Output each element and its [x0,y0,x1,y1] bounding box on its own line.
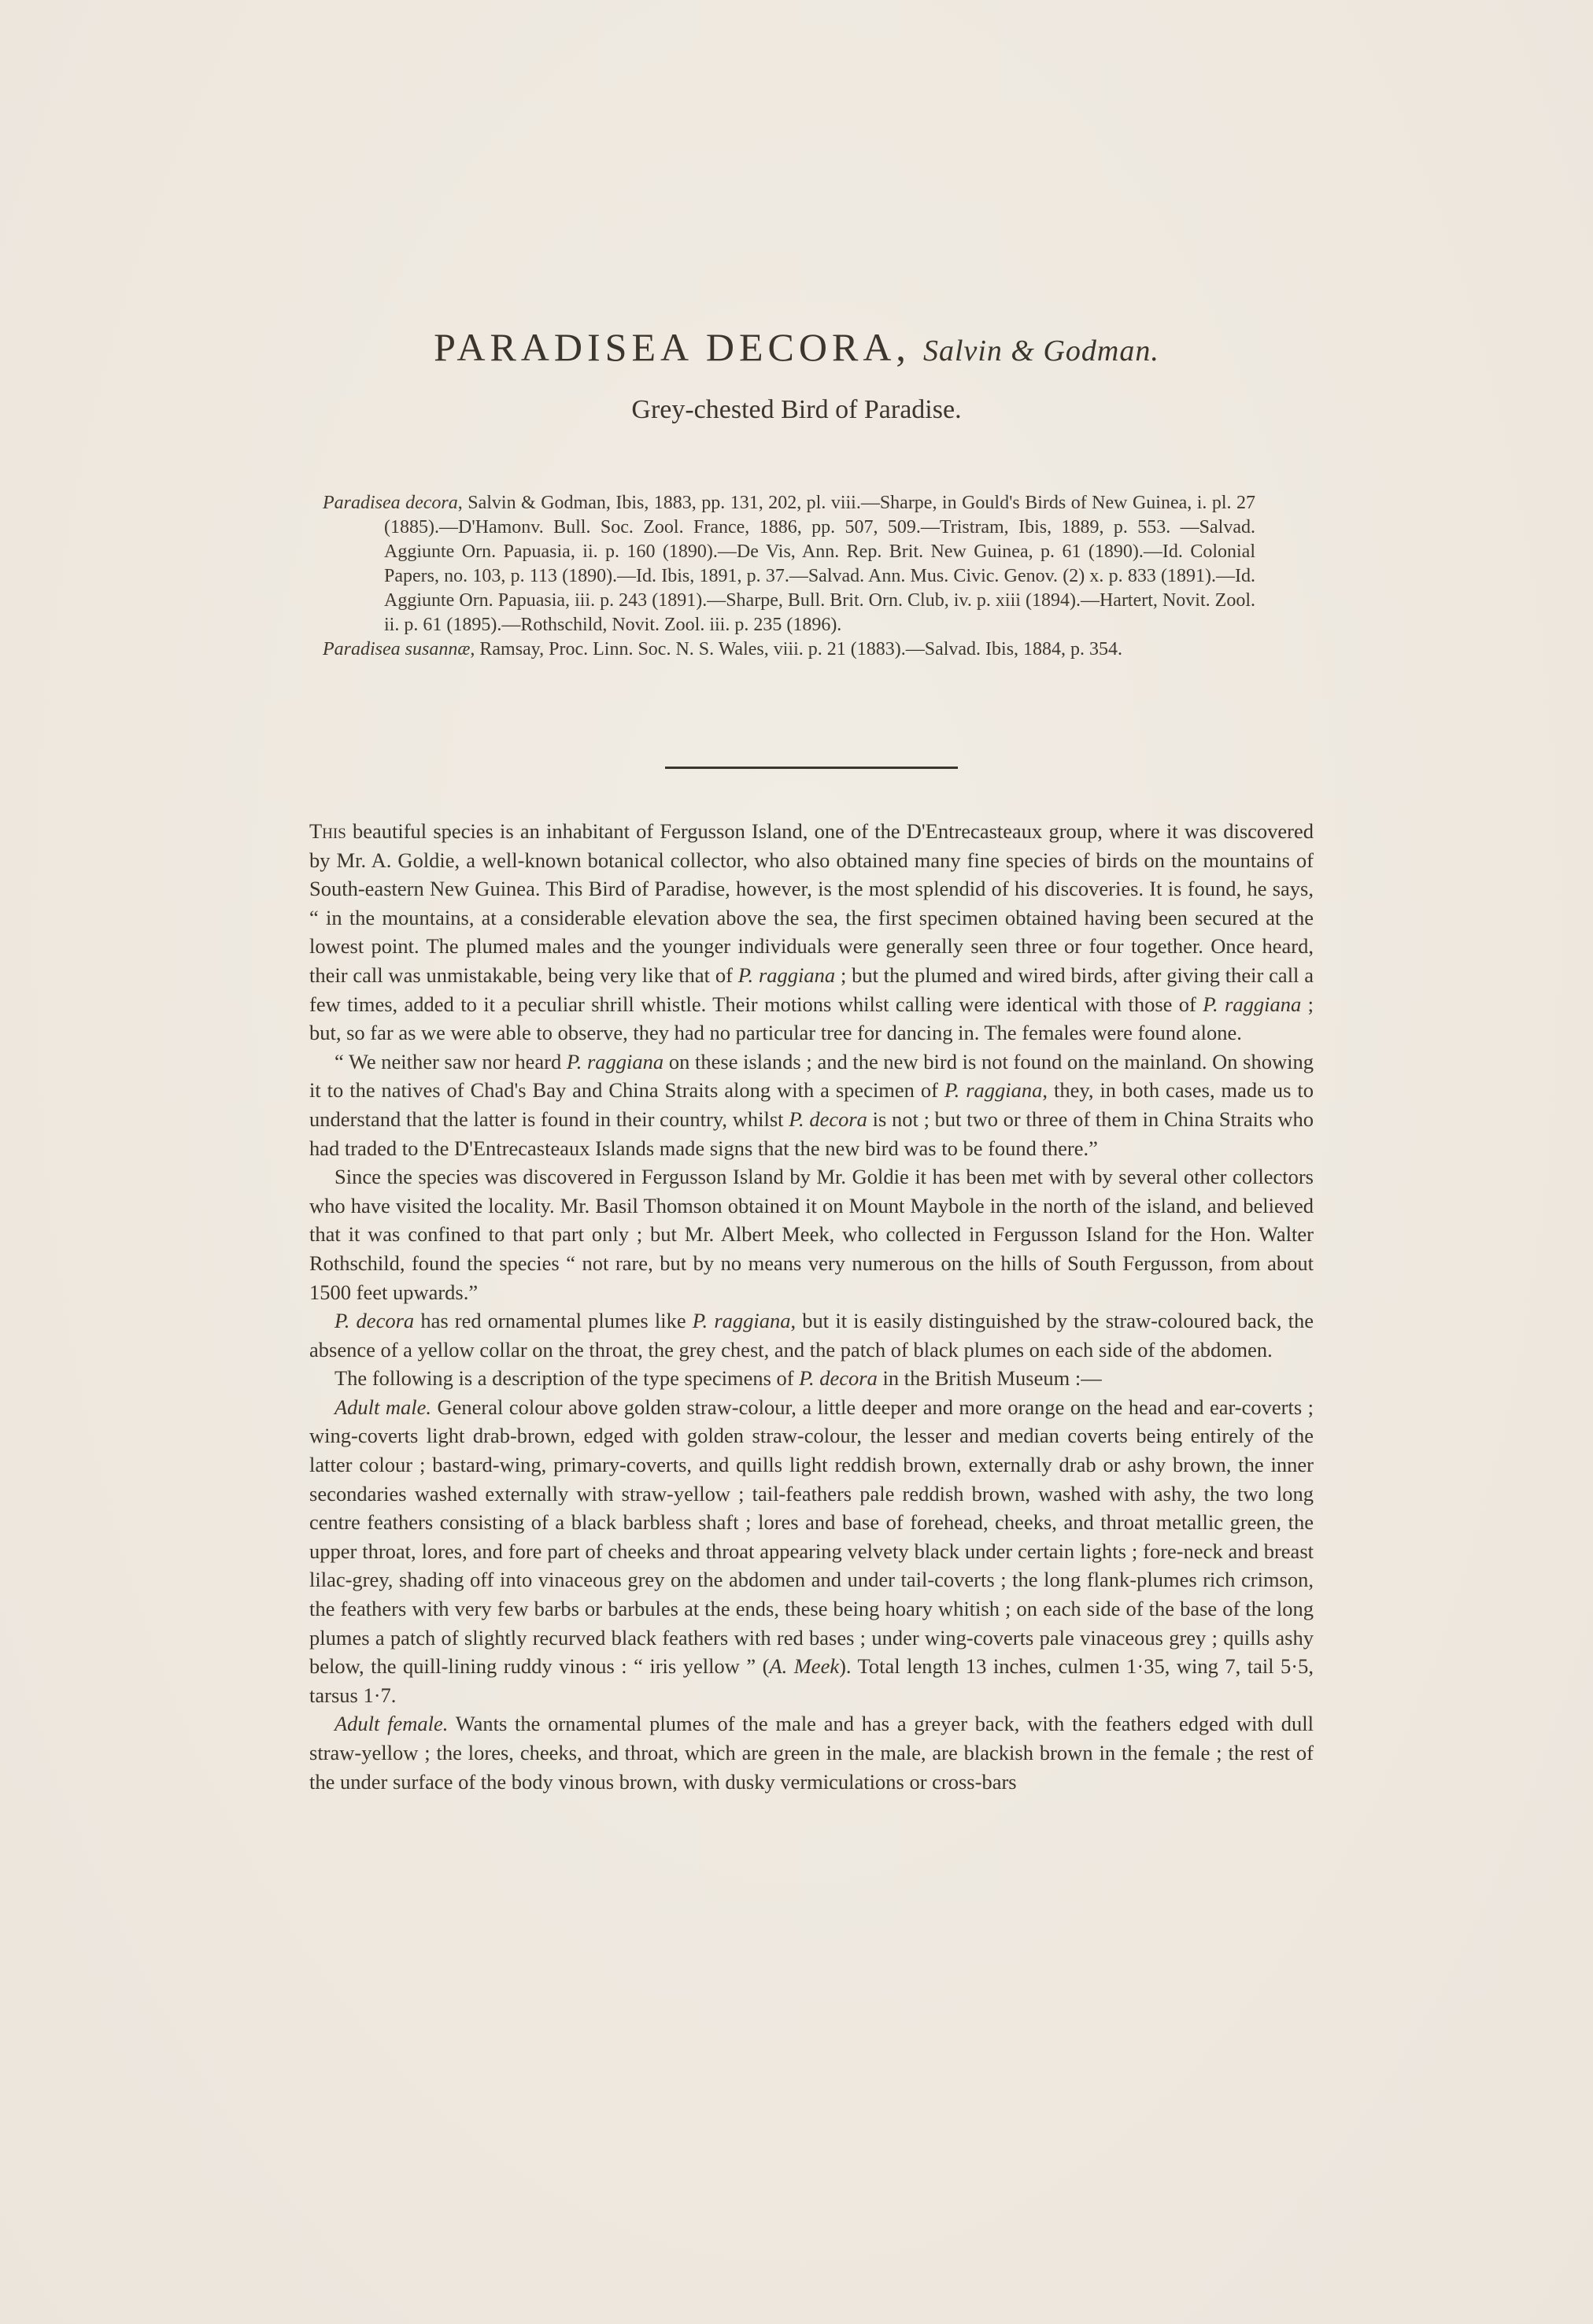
species-ref: P. raggiana [566,1049,664,1073]
paragraph-intro [309,817,1314,1047]
body-text [309,817,1314,1796]
text-run: , but it is easily distinguished by the straw-coloured back, the absence of a yellow collar on the throat, the grey chest, and the patch of black plumes on each side of the abdomen. [309,1309,1314,1362]
synonym-references: , Ramsay, Proc. Linn. Soc. N. S. Wales, viii. p. 21 (1883).—Salvad. Ibis, 1884, p. 354. [470,639,1123,660]
lead-word: This [309,819,346,843]
species-ref: P. raggiana [692,1309,791,1333]
species-name: PARADISEA DECORA, [434,325,911,369]
text-run: ; but the plumed and wired birds, after giving their call a few times, added to it a peculiar shrill whistle. Their motions whilst calling were identical with those of [309,962,1314,1016]
section-label: Adult male. [334,1395,432,1419]
synonym-name: Paradisea susannæ [323,639,471,660]
text-run: on these islands ; and the new bird is not found on the mainland. On showing it to the natives of Chad's Bay and China Straits along with a specimen of [309,1049,1314,1103]
species-ref: P. decora [334,1309,415,1333]
species-ref: P. raggiana [737,962,836,987]
text-run: beautiful species is an inhabitant of Fergusson Island, one of the D'Entrecasteaux group, where it was discovered by Mr. A. Goldie, a well-known botanical collector, who also obtained many fine species of birds on the mountains of South-eastern New Guinea. This Bird of Paradise, however, is the most splendid of his discoveries. It is found, he says, “ in the mountains, at a considerable elevation above the sea, the first specimen obtained having been secured at the lowest point. The plumed males and the younger individuals were generally seen three or four together. Once heard, their call was unmistakable, being very like that of [309,819,1314,987]
paragraph-description-intro [309,1364,1314,1393]
paragraph-quote [309,1047,1314,1162]
species-ref: P. decora [799,1366,878,1391]
species-ref: P. raggiana [944,1078,1043,1103]
synonymy-block [323,491,1255,662]
text-run: “ We neither saw nor heard [334,1049,567,1073]
text-run: The following is a description of the type specimens of [334,1366,800,1391]
text-run: ; but, so far as we were able to observe, they had no particular tree for dancing in. The females were found alone. [309,992,1314,1045]
text-run: Since the species was discovered in Fergusson Island by Mr. Goldie it has been met with by several other collectors who have visited the locality. Mr. Basil Thomson obtained it on Mount Maybole in the north of the island, and believed that it was confined to that part only ; but Mr. Albert Meek, who collected in Fergusson Island for the Hon. Walter Rothschild, found the species “ not rare, but by no means very numerous on the hills of South Fergusson, from about 1500 feet upwards.” [309,1165,1314,1304]
text-run: General colour above golden straw-colour, a little deeper and more orange on the head and ear-coverts ; wing-coverts light drab-brown, edged with golden straw-colour, the lesser and median coverts being entirely of the latter colour ; bastard-wing, primary-coverts, and quills light reddish brown, externally drab or ashy brown, the inner secondaries washed externally with straw-yellow ; tail-feathers pale reddish brown, washed with ashy, the two long centre feathers consisting of a black barbless shaft ; lores and base of forehead, cheeks, and throat metallic green, the upper throat, lores, and fore part of cheeks and throat appearing velvety black under certain lights ; fore-neck and breast lilac-grey, shading off into vinaceous grey on the abdomen and under tail-coverts ; the long flank-plumes rich crimson, the feathers with very few barbs or barbules at the ends, these being hoary whitish ; on each side of the base of the long plumes a patch of slightly recurved black feathers with red bases ; under wing-coverts pale vinaceous grey ; quills ashy below, the quill-lining ruddy vinous : “ iris yellow ” ( [309,1395,1314,1679]
text-run: in the British Museum :— [877,1366,1102,1391]
synonym-name: Paradisea decora [323,493,458,513]
citation-ref: A. Meek [769,1654,840,1679]
synonym-references: , Salvin & Godman, Ibis, 1883, pp. 131, 202, pl. viii.—Sharpe, in Gould's Birds of New Guinea, i. pl. 27 (1885).—D'Hamonv. Bull. Soc. Zool. France, 1886, pp. 507, 509.—Tristram, Ibis, 1889, p. 553. —Salvad. Aggiunte Orn. Papuasia, ii. p. 160 (1890).—De Vis, Ann. Rep. Brit. New Guinea, p. 61 (1890).—Id. Colonial Papers, no. 103, p. 113 (1890).—Id. Ibis, 1891, p. 37.—Salvad. Ann. Mus. Civic. Genov. (2) x. p. 833 (1891).—Id. Aggiunte Orn. Papuasia, iii. p. 243 (1891).—Sharpe, Bull. Brit. Orn. Club, iv. p. xiii (1894).—Hartert, Novit. Zool. ii. p. 61 (1895).—Rothschild, Novit. Zool. iii. p. 235 (1896). [384,493,1255,635]
synonymy-entry [323,637,1255,662]
species-authority: Salvin & Godman. [922,334,1159,368]
common-name: Grey-chested Bird of Paradise. [631,395,962,424]
text-run: , they, in both cases, made us to understand that the latter is found in their country, whilst [309,1078,1314,1131]
text-run: is not ; but two or three of them in China Straits who had traded to the D'Entrecasteaux Islands made signs that the new bird was to be found there.” [309,1107,1314,1160]
paragraph-distinction [309,1306,1314,1364]
synonymy-entry [323,491,1255,637]
paragraph-adult-female [309,1709,1314,1796]
paragraph-collectors [309,1162,1314,1306]
section-label: Adult female. [334,1712,449,1736]
text-run: Wants the ornamental plumes of the male and has a greyer back, with the feathers edged with dull straw-yellow ; the lores, cheeks, and throat, which are green in the male, are blackish brown in the female ; the rest of the under surface of the body vinous brown, with dusky vermiculations or cross-bars [309,1712,1314,1794]
section-divider [665,767,958,769]
text-run: ). Total length 13 inches, culmen 1·35, wing 7, tail 5·5, tarsus 1·7. [309,1654,1314,1707]
species-title [0,324,1593,370]
text-run: has red ornamental plumes like [414,1309,693,1333]
species-ref: P. raggiana [1203,992,1302,1016]
paragraph-adult-male [309,1393,1314,1710]
species-ref: P. decora [789,1107,867,1131]
